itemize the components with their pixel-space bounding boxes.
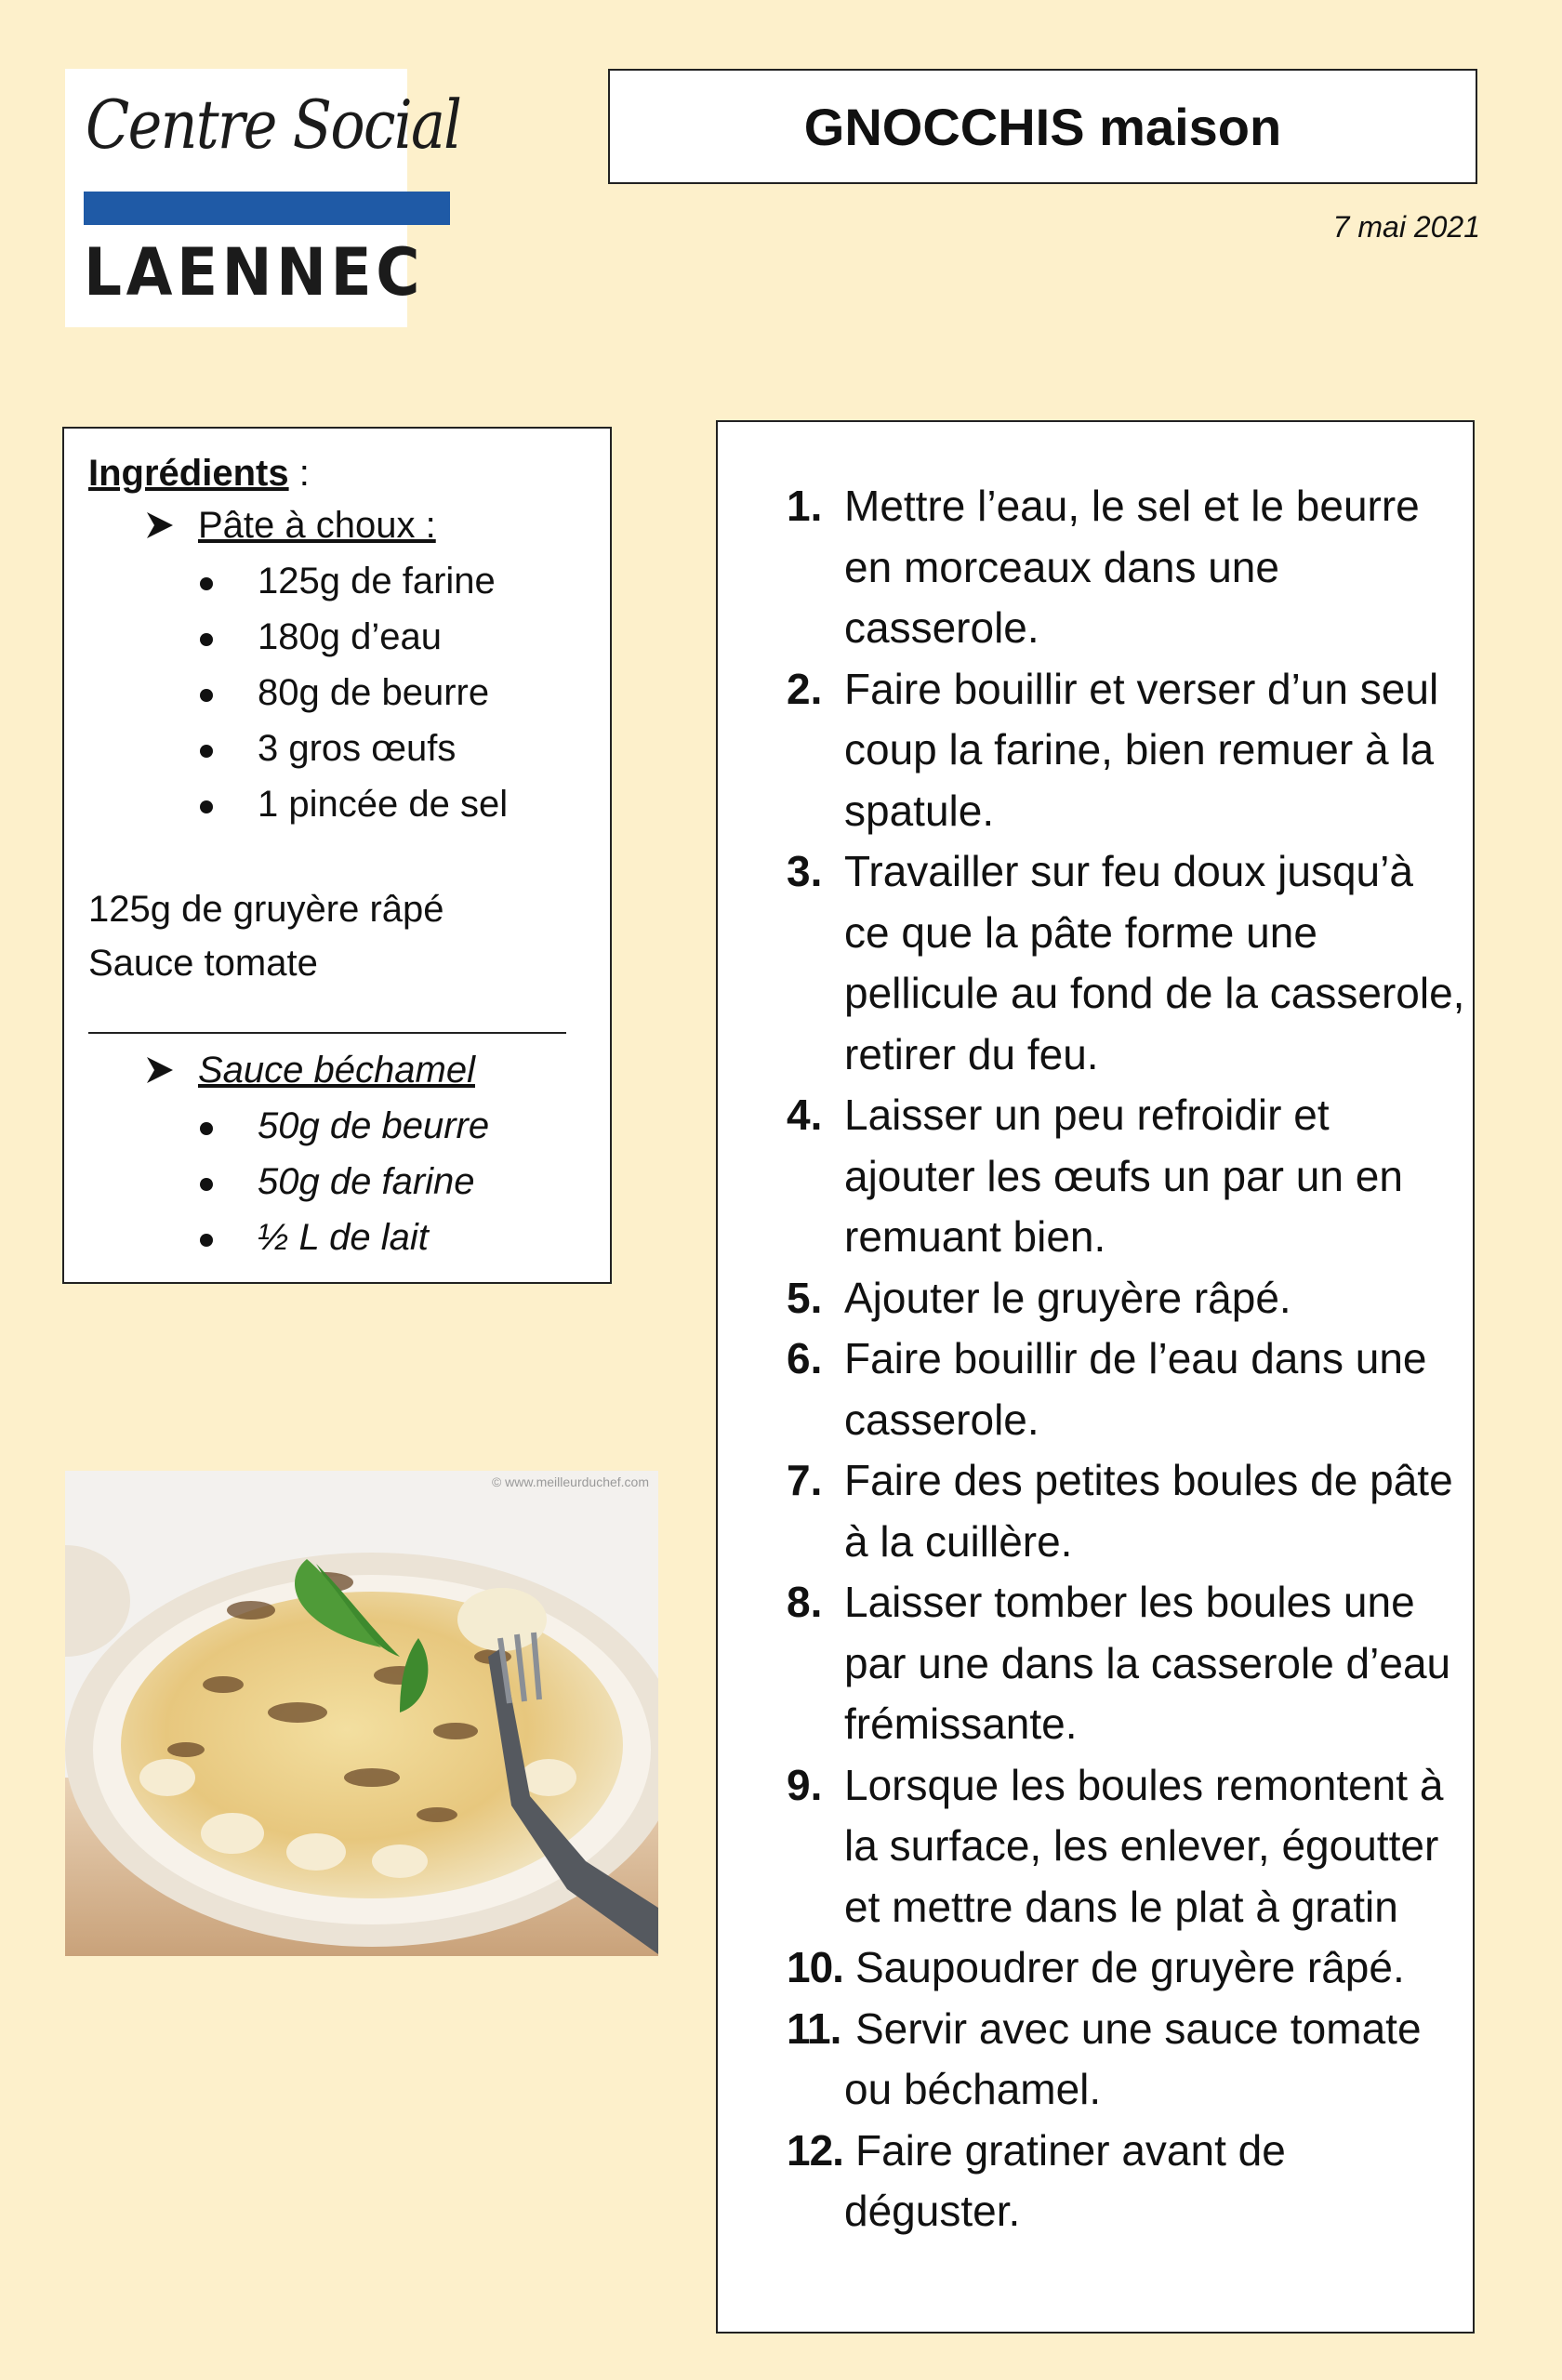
logo-script-text: Centre Social [86, 86, 461, 164]
step-text: Laisser tomber les boules une par une dans la casserole d’eau frémissante. [844, 1578, 1451, 1748]
title-box [608, 69, 1477, 184]
step-item [787, 841, 1467, 1085]
step-text: Faire bouillir de l’eau dans une casserole. [844, 1334, 1427, 1444]
choux-subheading [144, 497, 436, 553]
choux-label: Pâte à choux : [198, 505, 436, 546]
step-text: Travailler sur feu doux jusqu’à ce que la pâte forme une pellicule au fond de la casserole, retirer du feu. [844, 847, 1465, 1078]
step-text: Faire gratiner avant de déguster. [844, 2125, 1286, 2235]
list-item: 1 pincée de sel [258, 776, 508, 832]
ingredients-box [62, 427, 612, 1284]
step-item [787, 1572, 1467, 1755]
page-title: GNOCCHIS maison [803, 97, 1282, 156]
step-text: Mettre l’eau, le sel et le beurre en morceaux dans une casserole. [844, 482, 1420, 652]
step-item [787, 1937, 1467, 1999]
bechamel-subheading [144, 1042, 475, 1098]
ingredients-heading-text: Ingrédients [88, 453, 289, 494]
step-number: 6. [787, 1334, 823, 1382]
step-item [787, 1268, 1467, 1329]
step-number: 3. [787, 847, 823, 895]
arrow-bullet-icon [144, 497, 198, 553]
step-number: 8. [787, 1578, 823, 1626]
step-text: Servir avec une sauce tomate ou béchamel. [844, 2003, 1422, 2113]
step-item [787, 476, 1467, 659]
steps-list [787, 476, 1467, 2242]
step-text: Faire bouillir et verser d’un seul coup la farine, bien remuer à la spatule. [844, 664, 1439, 835]
arrow-bullet-icon [144, 1042, 198, 1098]
step-item [787, 1755, 1467, 1938]
logo-word: LAENNEC [84, 234, 425, 311]
step-text: Laisser un peu refroidir et ajouter les œufs un par un en remuant bien. [844, 1091, 1403, 1261]
extra-gruyere: 125g de gruyère râpé [88, 889, 444, 930]
list-item: 3 gros œufs [258, 721, 508, 776]
step-item [787, 1085, 1467, 1268]
bechamel-list [258, 1098, 489, 1265]
step-number: 9. [787, 1760, 823, 1809]
ingredients-heading [88, 445, 310, 501]
step-number: 1. [787, 482, 823, 530]
list-item: 50g de farine [258, 1154, 489, 1210]
ingredients-heading-colon: : [288, 453, 310, 494]
step-number: 5. [787, 1273, 823, 1322]
list-item: 50g de beurre [258, 1098, 489, 1154]
logo-blue-bar [84, 192, 450, 225]
photo-credit: © www.meilleurduchef.com [491, 1474, 649, 1489]
date: 7 mai 2021 [1332, 210, 1480, 244]
list-item: ½ L de lait [258, 1210, 489, 1265]
gnocchi-gratin-photo [65, 1471, 658, 1956]
step-text: Ajouter le gruyère râpé. [844, 1273, 1291, 1322]
divider [88, 1032, 566, 1034]
step-number: 10. [787, 1943, 843, 1991]
logo [65, 69, 461, 327]
step-text: Faire des petites boules de pâte à la cuillère. [844, 1456, 1453, 1566]
step-number: 2. [787, 664, 823, 713]
choux-list [258, 553, 508, 832]
list-item: 180g d’eau [258, 609, 508, 665]
step-number: 12. [787, 2125, 843, 2175]
gratin-illustration [65, 1471, 658, 1956]
steps-box [716, 420, 1475, 2334]
step-number: 11. [787, 2003, 841, 2053]
bechamel-label: Sauce béchamel [198, 1050, 475, 1091]
step-text: Lorsque les boules remontent à la surface, les enlever, égoutter et mettre dans le plat à gratin [844, 1760, 1444, 1931]
step-item [787, 1999, 1467, 2121]
list-item: 80g de beurre [258, 665, 508, 721]
list-item: 125g de farine [258, 553, 508, 609]
step-number: 4. [787, 1091, 823, 1139]
step-number: 7. [787, 1456, 823, 1504]
step-item [787, 2121, 1467, 2242]
step-item [787, 1450, 1467, 1572]
step-item [787, 659, 1467, 842]
step-item [787, 1329, 1467, 1450]
step-text: Saupoudrer de gruyère râpé. [855, 1943, 1405, 1991]
extra-tomato: Sauce tomate [88, 943, 318, 984]
